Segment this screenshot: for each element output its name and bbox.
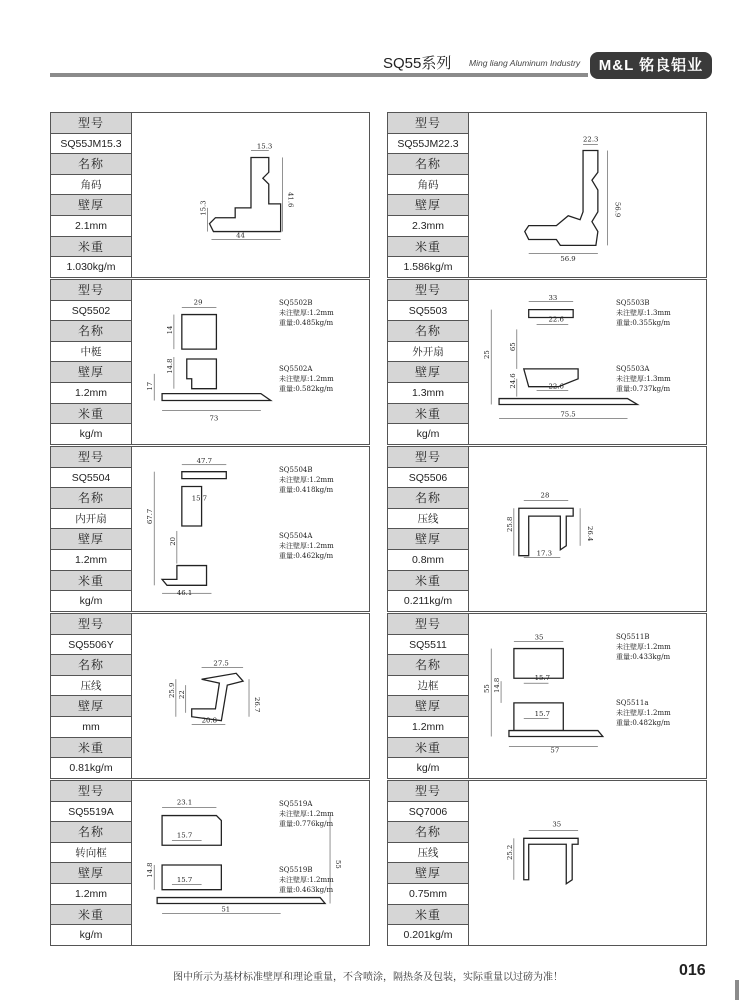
spec-table <box>51 447 132 611</box>
company-name-en: Ming liang Aluminum Industry <box>469 58 581 68</box>
profile-section <box>524 838 578 883</box>
note-wall: 未注壁厚:1.2mm <box>279 375 334 383</box>
spec-value-weight: kg/m <box>79 929 103 942</box>
spec-value-weight: 1.030kg/m <box>66 261 116 274</box>
note-weight: 重量:0.355kg/m <box>616 319 671 327</box>
dimension-label: 57 <box>550 746 560 755</box>
note-weight: 重量:0.737kg/m <box>616 385 671 393</box>
spec-label-thickness: 壁厚 <box>388 529 468 550</box>
spec-label-thickness: 壁厚 <box>51 696 131 717</box>
profile-svg <box>468 781 706 945</box>
dimension-label: 26.4 <box>585 526 594 542</box>
spec-label-name: 名称 <box>51 321 131 342</box>
dimension-label: 47.7 <box>196 456 213 465</box>
profile-svg <box>131 113 369 277</box>
spec-value-weight: 0.211kg/m <box>403 595 453 608</box>
spec-label-weight: 米重 <box>388 738 468 759</box>
spec-label-model: 型号 <box>51 781 131 802</box>
profile-section <box>499 399 637 405</box>
product-card <box>50 446 370 612</box>
profile-note <box>279 865 334 895</box>
spec-value-thickness: 0.8mm <box>388 550 468 571</box>
product-card <box>387 780 707 946</box>
spec-label-thickness: 壁厚 <box>51 529 131 550</box>
spec-label-model: 型号 <box>51 280 131 301</box>
note-code: SQ5511a <box>616 699 649 707</box>
profile-section <box>162 394 271 401</box>
spec-value-name: 压线 <box>388 509 468 530</box>
dimension-label: 17 <box>146 381 155 391</box>
spec-value-model: SQ5506Y <box>51 635 131 656</box>
profile-section <box>209 157 280 231</box>
spec-value-name: 压线 <box>51 676 131 697</box>
spec-label-model: 型号 <box>388 781 468 802</box>
spec-table <box>51 781 132 945</box>
dimension-label: 28 <box>540 491 550 500</box>
note-weight: 重量:0.582kg/m <box>279 385 334 393</box>
dimension-label: 41.6 <box>286 192 295 208</box>
spec-label-weight: 米重 <box>51 905 131 926</box>
note-wall: 未注壁厚:1.2mm <box>279 542 334 550</box>
dimension-label: 73 <box>209 414 219 423</box>
spec-value-thickness: 2.3mm <box>388 216 468 237</box>
profile-drawing <box>468 113 706 277</box>
spec-label-thickness: 壁厚 <box>388 863 468 884</box>
spec-label-name: 名称 <box>51 154 131 175</box>
dimension-label: 25.9 <box>167 682 176 698</box>
profile-note <box>616 364 671 394</box>
profile-note <box>616 698 671 728</box>
spec-value-model: SQ5504 <box>51 468 131 489</box>
spec-value-name: 压线 <box>388 843 468 864</box>
note-code: SQ5519A <box>279 800 313 808</box>
spec-label-name: 名称 <box>388 321 468 342</box>
spec-table <box>51 113 132 277</box>
note-code: SQ5511B <box>616 633 650 641</box>
dimension-label: 56.9 <box>560 255 576 264</box>
dimension-label: 65 <box>508 342 517 352</box>
spec-value-weight: 0.81kg/m <box>69 762 113 775</box>
profile-note <box>279 465 334 495</box>
note-wall: 未注壁厚:1.2mm <box>279 309 334 317</box>
dimension-label: 25.8 <box>505 516 514 532</box>
spec-value-weight: 1.586kg/m <box>403 261 453 274</box>
dimension-label: 27.5 <box>213 659 229 668</box>
spec-value-name: 外开扇 <box>388 342 468 363</box>
spec-value-thickness: mm <box>51 717 131 738</box>
spec-label-weight: 米重 <box>388 571 468 592</box>
spec-table <box>388 781 469 945</box>
note-weight: 重量:0.433kg/m <box>616 653 671 661</box>
profile-drawing <box>131 447 369 611</box>
profile-drawing <box>131 781 369 945</box>
spec-value-model: SQ7006 <box>388 802 468 823</box>
profile-section <box>187 359 217 389</box>
note-weight: 重量:0.463kg/m <box>279 886 334 894</box>
dimension-label: 17.3 <box>536 549 553 558</box>
product-card <box>387 279 707 445</box>
product-card <box>50 279 370 445</box>
dimension-label: 24.6 <box>508 373 517 389</box>
spec-label-thickness: 壁厚 <box>388 362 468 383</box>
spec-value-name: 内开扇 <box>51 509 131 530</box>
dimension-label: 22.6 <box>548 315 564 324</box>
profile-drawing <box>468 781 706 945</box>
note-wall: 未注壁厚:1.2mm <box>279 476 334 484</box>
spec-value-thickness: 1.2mm <box>51 884 131 905</box>
dimension-label: 25.2 <box>505 844 514 861</box>
note-wall: 未注壁厚:1.2mm <box>616 709 671 717</box>
note-code: SQ5502A <box>279 365 313 373</box>
profile-note <box>616 298 671 328</box>
spec-table <box>388 447 469 611</box>
spec-label-name: 名称 <box>388 488 468 509</box>
spec-table <box>388 280 469 444</box>
spec-label-model: 型号 <box>51 614 131 635</box>
dimension-label: 22.3 <box>583 135 599 144</box>
profile-svg <box>468 113 706 277</box>
profile-drawing <box>131 614 369 778</box>
product-card <box>50 780 370 946</box>
spec-label-name: 名称 <box>388 154 468 175</box>
spec-value-name: 中梃 <box>51 342 131 363</box>
spec-value-model: SQ5503 <box>388 301 468 322</box>
dimension-label: 14.8 <box>493 677 502 694</box>
profile-section <box>157 898 325 904</box>
spec-table <box>51 614 132 778</box>
spec-value-model: SQ55JM22.3 <box>388 134 468 155</box>
dimension-label: 20 <box>168 536 177 546</box>
profile-section <box>182 487 202 527</box>
profile-note <box>616 632 671 662</box>
profile-section <box>509 731 603 737</box>
profile-note <box>279 364 334 394</box>
dimension-label: 15.7 <box>176 875 193 884</box>
spec-value-model: SQ55JM15.3 <box>51 134 131 155</box>
spec-value-model: SQ5519A <box>51 802 131 823</box>
spec-value-weight: kg/m <box>79 428 103 441</box>
spec-value-thickness: 1.2mm <box>51 550 131 571</box>
spec-label-weight: 米重 <box>51 237 131 258</box>
profile-drawing <box>468 280 706 444</box>
spec-value-thickness: 0.75mm <box>388 884 468 905</box>
dimension-label: 14 <box>165 325 174 335</box>
spec-value-thickness: 1.2mm <box>388 717 468 738</box>
dimension-label: 56.9 <box>613 201 622 218</box>
spec-label-name: 名称 <box>388 655 468 676</box>
profile-section <box>182 472 226 479</box>
spec-label-name: 名称 <box>51 822 131 843</box>
product-card <box>50 613 370 779</box>
spec-label-thickness: 壁厚 <box>388 195 468 216</box>
note-wall: 未注壁厚:1.3mm <box>616 309 671 317</box>
spec-value-thickness: 1.3mm <box>388 383 468 404</box>
spec-value-weight: kg/m <box>416 762 440 775</box>
profile-drawing <box>131 280 369 444</box>
note-code: SQ5503A <box>616 365 650 373</box>
spec-value-weight: kg/m <box>416 428 440 441</box>
dimension-label: 33 <box>548 293 558 302</box>
spec-table <box>51 280 132 444</box>
dimension-label: 15.7 <box>191 494 208 503</box>
dimension-label: 22 <box>177 690 186 699</box>
note-weight: 重量:0.418kg/m <box>279 486 334 494</box>
dimension-label: 15.3 <box>256 142 273 151</box>
spec-label-name: 名称 <box>388 822 468 843</box>
dimension-label: 55 <box>333 860 342 869</box>
spec-label-weight: 米重 <box>388 905 468 926</box>
spec-label-model: 型号 <box>388 614 468 635</box>
note-weight: 重量:0.462kg/m <box>279 552 334 560</box>
dimension-label: 15.7 <box>534 709 551 718</box>
note-weight: 重量:0.482kg/m <box>616 719 671 727</box>
company-logo: M&L 铭良铝业 <box>590 52 712 79</box>
spec-value-weight: 0.201kg/m <box>403 929 453 942</box>
dimension-label: 22.6 <box>548 382 564 391</box>
note-code: SQ5504A <box>279 532 313 540</box>
spec-value-weight: kg/m <box>79 595 103 608</box>
note-weight: 重量:0.776kg/m <box>279 820 334 828</box>
spec-label-thickness: 壁厚 <box>51 362 131 383</box>
note-wall: 未注壁厚:1.2mm <box>279 876 334 884</box>
spec-label-model: 型号 <box>388 113 468 134</box>
spec-value-name: 角码 <box>51 175 131 196</box>
spec-value-name: 边框 <box>388 676 468 697</box>
profile-drawing <box>131 113 369 277</box>
edge-tab <box>735 980 739 1000</box>
dimension-label: 44 <box>236 231 245 240</box>
spec-value-model: SQ5506 <box>388 468 468 489</box>
dimension-label: 14.8 <box>146 862 155 878</box>
note-code: SQ5504B <box>279 466 313 474</box>
footer-note: 图中所示为基材标准壁厚和理论重量，不含喷涂，隔热条及包装，实际重量以过磅为准！ <box>173 972 563 983</box>
spec-table <box>388 113 469 277</box>
dimension-label: 51 <box>221 905 231 914</box>
dimension-label: 15.7 <box>534 674 551 683</box>
spec-value-name: 转向框 <box>51 843 131 864</box>
spec-label-thickness: 壁厚 <box>388 696 468 717</box>
spec-label-model: 型号 <box>51 447 131 468</box>
spec-value-thickness: 1.2mm <box>51 383 131 404</box>
note-wall: 未注壁厚:1.3mm <box>616 375 671 383</box>
spec-label-name: 名称 <box>51 655 131 676</box>
spec-label-name: 名称 <box>51 488 131 509</box>
spec-value-model: SQ5511 <box>388 635 468 656</box>
spec-label-weight: 米重 <box>388 237 468 258</box>
spec-label-model: 型号 <box>51 113 131 134</box>
profile-note <box>279 298 334 328</box>
dimension-label: 29 <box>193 298 203 307</box>
note-code: SQ5502B <box>279 299 313 307</box>
dimension-label: 75.5 <box>560 410 576 419</box>
profile-svg <box>131 614 369 778</box>
dimension-label: 46.1 <box>176 589 193 598</box>
dimension-label: 25 <box>483 350 492 360</box>
dimension-label: 14.8 <box>165 358 174 374</box>
product-card <box>387 446 707 612</box>
spec-value-name: 角码 <box>388 175 468 196</box>
profile-section <box>182 315 217 350</box>
spec-table <box>388 614 469 778</box>
dimension-label: 26.7 <box>252 696 261 713</box>
dimension-label: 55 <box>483 684 492 694</box>
spec-label-model: 型号 <box>388 280 468 301</box>
spec-label-weight: 米重 <box>51 738 131 759</box>
profile-section <box>162 566 206 586</box>
note-code: SQ5519B <box>279 866 313 874</box>
header-rule <box>50 73 588 77</box>
spec-value-thickness: 2.1mm <box>51 216 131 237</box>
spec-label-weight: 米重 <box>51 571 131 592</box>
note-wall: 未注壁厚:1.2mm <box>616 643 671 651</box>
profile-section <box>525 151 598 246</box>
profile-section <box>519 508 573 555</box>
spec-value-model: SQ5502 <box>51 301 131 322</box>
profile-drawing <box>468 614 706 778</box>
series-title: SQ55系列 <box>383 55 452 72</box>
dimension-label: 20.8 <box>201 716 217 725</box>
profile-drawing <box>468 447 706 611</box>
note-wall: 未注壁厚:1.2mm <box>279 810 334 818</box>
spec-label-thickness: 壁厚 <box>51 863 131 884</box>
spec-label-weight: 米重 <box>388 404 468 425</box>
dimension-label: 67.7 <box>146 508 155 525</box>
page-number: 016 <box>679 962 706 979</box>
spec-label-model: 型号 <box>388 447 468 468</box>
dimension-label: 35 <box>552 820 562 829</box>
product-card <box>50 112 370 278</box>
profile-section <box>192 673 243 720</box>
product-card <box>387 112 707 278</box>
dimension-label: 15.3 <box>199 200 208 216</box>
spec-label-thickness: 壁厚 <box>51 195 131 216</box>
note-code: SQ5503B <box>616 299 650 307</box>
profile-svg <box>468 447 706 611</box>
dimension-label: 23.1 <box>176 798 193 807</box>
note-weight: 重量:0.485kg/m <box>279 319 334 327</box>
product-card <box>387 613 707 779</box>
spec-label-weight: 米重 <box>51 404 131 425</box>
dimension-label: 15.7 <box>176 831 193 840</box>
profile-note <box>279 531 334 561</box>
dimension-label: 35 <box>534 633 544 642</box>
profile-note <box>279 799 334 829</box>
